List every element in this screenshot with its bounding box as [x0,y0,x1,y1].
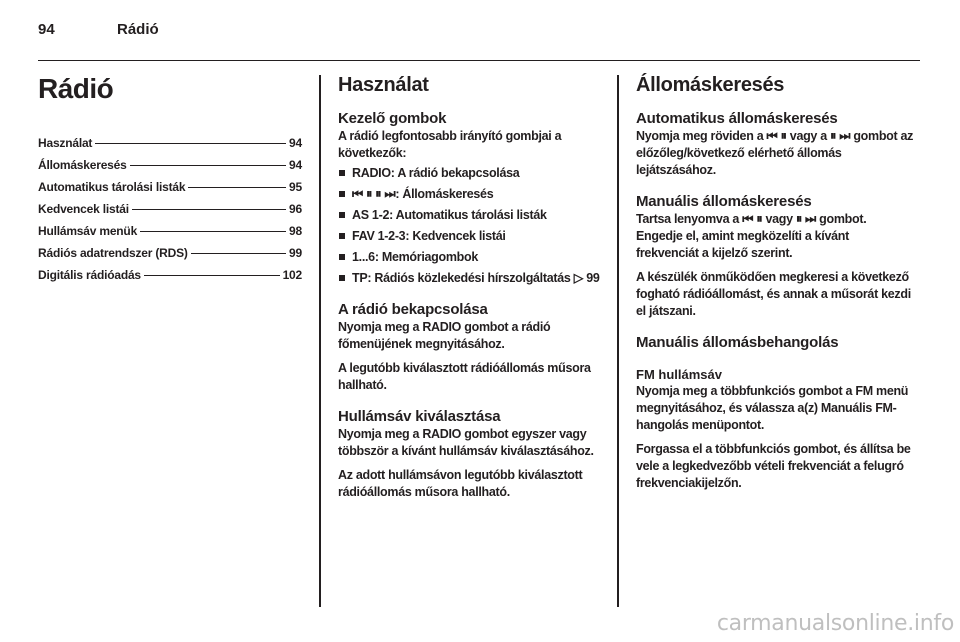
cross-reference-page-link[interactable]: 99 [586,271,600,285]
chapter-title: Rádió [38,73,114,104]
controls-intro: A rádió legfontosabb irányító gombjai a következők: [338,129,562,160]
table-of-contents [38,136,302,290]
controls-heading: Kezelő gombok [338,110,447,127]
band-heading: Hullámsáv kiválasztása [338,408,501,425]
page-number: 94 [38,21,55,38]
list-item: FAV 1-2-3: Kedvencek listái [338,228,606,245]
section-title-usage: Használat [338,74,429,96]
paragraph: A készülék önműködően megkeresi a következő fogható rádióállomást, és annak a műsorát kezdi el játszani. [636,270,911,318]
toc-leader [140,231,286,232]
toc-leader [95,143,286,144]
toc-page: 96 [289,202,302,216]
toc-leader [132,209,286,210]
toc-label: Kedvencek listái [38,202,129,216]
toc-label: Rádiós adatrendszer (RDS) [38,246,188,260]
list-item: RADIO: A rádió bekapcsolása [338,165,606,182]
toc-entry-kedvencek-listai[interactable] [38,202,302,224]
paragraph: Nyomja meg a RADIO gombot egyszer vagy többször a kívánt hullámsáv kiválasztásához. [338,427,594,458]
toc-entry-hasznalat[interactable] [38,136,302,158]
toc-label: Digitális rádióadás [38,268,141,282]
manual-search-section [636,193,914,320]
toc-entry-allomaskereses[interactable] [38,158,302,180]
controls-section [338,110,606,287]
toc-page: 99 [289,246,302,260]
band-section [338,408,606,501]
cross-reference-arrow-icon: ▷ [573,271,584,285]
toc-leader [188,187,286,188]
list-item: TP: Rádiós közlekedési hírszolgáltatás ▷ 99 [338,270,606,287]
manual-tuning-heading: Manuális állomásbehangolás [636,334,839,351]
auto-search-section [636,110,914,179]
manual-tuning-section [636,334,914,492]
toc-page: 102 [282,268,302,282]
switch-on-section [338,301,606,394]
switch-on-heading: A rádió bekapcsolása [338,301,488,318]
watermark: carmanualsonline.info [716,611,954,636]
paragraph: Nyomja meg a RADIO gombot a rádió főmenüjének megnyitásához. [338,320,551,351]
bullet-icon [339,233,345,239]
toc-entry-digitalis-radioadas[interactable] [38,268,302,290]
paragraph: Forgassa el a többfunkciós gombot, és állítsa be vele a legkedvezőbb vételi frekvenciát a felugró frekvenciakijelzőn. [636,442,911,490]
bullet-icon [339,170,345,176]
toc-leader [191,253,286,254]
column-divider-left [319,75,321,607]
toc-leader [130,165,286,166]
toc-entry-automatikus-tarolasi-listak[interactable] [38,180,302,202]
paragraph: Az adott hullámsávon legutóbb kiválasztott rádióállomás műsora hallható. [338,468,583,499]
column-divider-right [617,75,619,607]
toc-page: 94 [289,158,302,172]
bullet-icon [339,254,345,260]
toc-page: 94 [289,136,302,150]
toc-entry-hullamsav-menuk[interactable] [38,224,302,246]
toc-entry-rds[interactable] [38,246,302,268]
toc-page: 98 [289,224,302,238]
section-title-station-search: Állomáskeresés [636,74,785,96]
bullet-icon [339,212,345,218]
toc-label: Használat [38,136,93,150]
paragraph: Nyomja meg a többfunkciós gombot a FM menü megnyitásához, és válassza a(z) Manuális FM-hangolás menüpontot. [636,384,909,432]
list-item: 1...6: Memóriagombok [338,249,606,266]
paragraph: A legutóbb kiválasztott rádióállomás műsora hallható. [338,361,591,392]
bullet-icon [339,275,345,281]
header-rule [38,60,920,61]
page-header [38,20,920,62]
list-item: AS 1-2: Automatikus tárolási listák [338,207,606,224]
toc-label: Hullámsáv menük [38,224,138,238]
bullet-icon [339,191,345,197]
toc-page: 95 [289,180,302,194]
usage-column [338,72,606,515]
running-title: Rádió [117,21,159,38]
paragraph: Nyomja meg röviden a ⏮ ⏸ vagy a ⏸ ⏭ gombot az előzőleg/következő elérhető állomás lejátszásához. [636,129,914,177]
fm-band-subheading: FM hullámsáv [636,367,722,382]
station-search-column [636,72,914,506]
list-item: ⏮ ⏸ ⏸ ⏭: Állomáskeresés [338,186,606,203]
toc-column [38,72,302,290]
toc-label: Automatikus tárolási listák [38,180,186,194]
paragraph: Tartsa lenyomva a ⏮ ⏸ vagy ⏸ ⏭ gombot. Engedje el, amint megközelíti a kívánt frekvenciát a kijelző szerint. [636,212,867,260]
controls-list [338,165,606,287]
manual-search-heading: Manuális állomáskeresés [636,193,812,210]
toc-leader [144,275,280,276]
toc-label: Állomáskeresés [38,158,127,172]
auto-search-heading: Automatikus állomáskeresés [636,110,838,127]
